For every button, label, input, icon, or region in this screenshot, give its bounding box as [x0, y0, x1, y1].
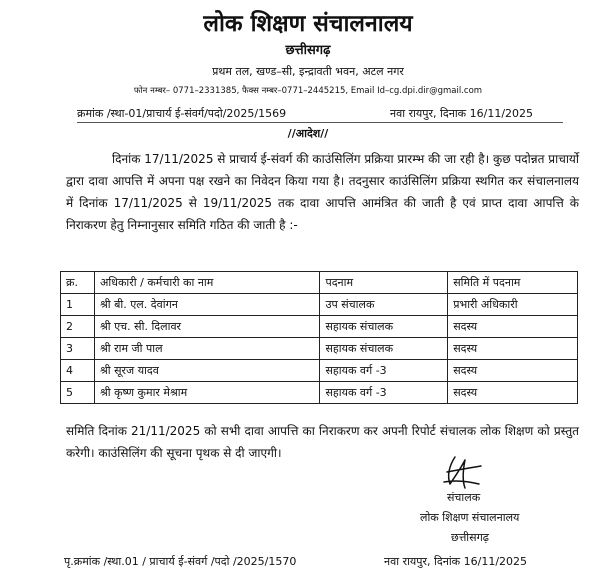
order-reference-number: क्रमांक /स्था-01/प्राचार्य ई-संवर्ग/पदो/2025/1569	[77, 107, 287, 120]
state-name: छत्तीसगढ़	[285, 43, 331, 58]
page-title: लोक शिक्षण संचालनालय	[203, 11, 413, 37]
signatory-designation: संचालक	[447, 491, 481, 504]
cell-committee-role: सदस्य	[448, 382, 578, 404]
order-paragraph-2: समिति दिनांक 21/11/2025 को सभी दावा आपत्ति का निराकरण कर अपनी रिपोर्ट संचालक लोक शिक्षण को प्रस्तुत करेगी। काउंसिलिंग की सूचना पृथक से दी जाएगी।	[66, 424, 579, 460]
table-row	[61, 382, 578, 404]
committee-table	[60, 271, 578, 404]
cell-designation: सहायक वर्ग -3	[320, 382, 448, 404]
cell-serial: 3	[61, 338, 95, 360]
cell-committee-role: सदस्य	[448, 338, 578, 360]
table-row	[61, 338, 578, 360]
cell-designation: सहायक संचालक	[320, 338, 448, 360]
table-row	[61, 294, 578, 316]
order-place-date: नवा रायपुर, दिनाक 16/11/2025	[390, 107, 534, 120]
cell-name: श्री राम जी पाल	[94, 338, 319, 360]
cell-committee-role: सदस्य	[448, 316, 578, 338]
cell-serial: 2	[61, 316, 95, 338]
order-heading: //आदेश//	[287, 127, 329, 140]
header-divider	[77, 122, 563, 123]
signatory-state: छत्तीसगढ़	[451, 531, 489, 544]
cell-serial: 1	[61, 294, 95, 316]
cell-designation: सहायक वर्ग -3	[320, 360, 448, 382]
cell-serial: 5	[61, 382, 95, 404]
cell-name: श्री एच. सी. दिलावर	[94, 316, 319, 338]
cell-committee-role: सदस्य	[448, 360, 578, 382]
order-paragraph-1: दिनांक 17/11/2025 से प्राचार्य ई-संवर्ग की काउंसिलिंग प्रक्रिया प्रारम्भ की जा रही है। कुछ पदोन्नत प्राचार्यो द्वारा दावा आपत्ति में अपना पक्ष रखने का निवेदन किया गया है। तदनुसार काउंसिलिंग प्रक्रिया स्थगित कर संचालनालय में दिनांक 17/11/2025 से 19/11/2025 तक दावा आपत्ति आमंत्रित की जाती है एवं प्राप्त दावा आपत्ति के निराकरण हेतु निम्नानुसार समिति गठित की जाती है :-	[66, 152, 579, 232]
office-address: प्रथम तल, खण्ड–सी, इन्द्रावती भवन, अटल नगर	[212, 65, 404, 78]
cell-name: श्री बी. एल. देवांगन	[94, 294, 319, 316]
column-header-serial: क्र.	[61, 272, 95, 294]
cell-name: श्री कृष्ण कुमार मेश्राम	[94, 382, 319, 404]
column-header-committee-role: समिति में पदनाम	[448, 272, 578, 294]
contact-line: फोन नम्बर– 0771–2331385, फैक्स नम्बर–0771–2445215, Email Id–cg.dpi.dir@gmail.com	[133, 86, 483, 96]
signatory-office: लोक शिक्षण संचालनालय	[420, 511, 520, 524]
endorsement-reference-number: पृ.क्रमांक /स्था.01 / प्राचार्य ई-संवर्ग /पदो /2025/1570	[64, 555, 297, 568]
cell-designation: उप संचालक	[320, 294, 448, 316]
column-header-designation: पदनाम	[320, 272, 448, 294]
column-header-name: अधिकारी / कर्मचारी का नाम	[94, 272, 319, 294]
table-row	[61, 316, 578, 338]
cell-designation: सहायक संचालक	[320, 316, 448, 338]
table-header-row	[61, 272, 578, 294]
endorsement-place-date: नवा रायपुर, दिनांक 16/11/2025	[384, 555, 528, 568]
table-row	[61, 360, 578, 382]
cell-serial: 4	[61, 360, 95, 382]
cell-committee-role: प्रभारी अधिकारी	[448, 294, 578, 316]
cell-name: श्री सूरज यादव	[94, 360, 319, 382]
